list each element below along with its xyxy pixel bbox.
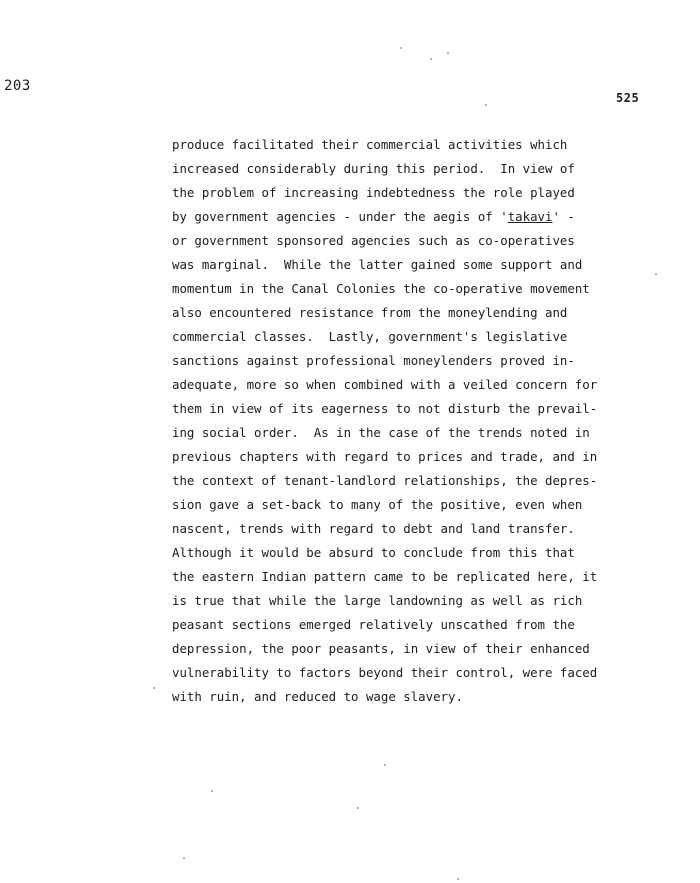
text-line: was marginal. While the latter gained some support and — [172, 257, 583, 272]
text-line: also encountered resistance from the moneylending and — [172, 305, 568, 320]
scan-speck — [430, 58, 432, 60]
scan-speck — [457, 878, 459, 880]
scan-speck — [357, 807, 359, 809]
text-line: produce facilitated their commercial activities which — [172, 137, 568, 152]
text-line: momentum in the Canal Colonies the co-operative movement — [172, 281, 590, 296]
text-line: increased considerably during this period. In view of — [172, 161, 575, 176]
text-line: nascent, trends with regard to debt and land transfer. — [172, 521, 575, 536]
text-line: depression, the poor peasants, in view of their enhanced — [172, 641, 590, 656]
text-line: the problem of increasing indebtedness the role played — [172, 185, 575, 200]
text-line: peasant sections emerged relatively unscathed from the — [172, 617, 575, 632]
text-line — [172, 205, 642, 229]
text-line: with ruin, and reduced to wage slavery. — [172, 689, 463, 704]
scan-speck — [384, 764, 386, 766]
text-line: Although it would be absurd to conclude from this that — [172, 545, 575, 560]
text-line: ing social order. As in the case of the trends noted in — [172, 425, 590, 440]
scan-speck — [655, 273, 657, 275]
text-line: commercial classes. Lastly, government's legislative — [172, 329, 568, 344]
text-line: is true that while the large landowning as well as rich — [172, 593, 583, 608]
text-line: or government sponsored agencies such as co-operatives — [172, 233, 575, 248]
archive-page-number: 203 — [4, 78, 31, 94]
scan-speck — [153, 687, 155, 689]
scan-speck — [447, 52, 449, 54]
text-line: sanctions against professional moneylenders proved in- — [172, 353, 575, 368]
text-line: vulnerability to factors beyond their control, were faced — [172, 665, 598, 680]
text-line: adequate, more so when combined with a veiled concern for — [172, 377, 598, 392]
scan-speck — [485, 104, 487, 106]
text-line: sion gave a set-back to many of the positive, even when — [172, 497, 583, 512]
text-fragment: ' - — [552, 209, 575, 224]
scan-speck — [211, 790, 213, 792]
scan-speck — [400, 47, 402, 49]
text-fragment: by government agencies - under the aegis of ' — [172, 209, 508, 224]
takavi-term: takavi — [507, 209, 553, 224]
text-line: them in view of its eagerness to not disturb the prevail- — [172, 401, 598, 416]
text-line: the context of tenant-landlord relationships, the depres- — [172, 473, 598, 488]
text-line: the eastern Indian pattern came to be replicated here, it — [172, 569, 598, 584]
text-line: previous chapters with regard to prices and trade, and in — [172, 449, 598, 464]
body-paragraph — [172, 133, 642, 709]
scan-speck — [183, 857, 185, 859]
page-number: 525 — [616, 91, 640, 105]
